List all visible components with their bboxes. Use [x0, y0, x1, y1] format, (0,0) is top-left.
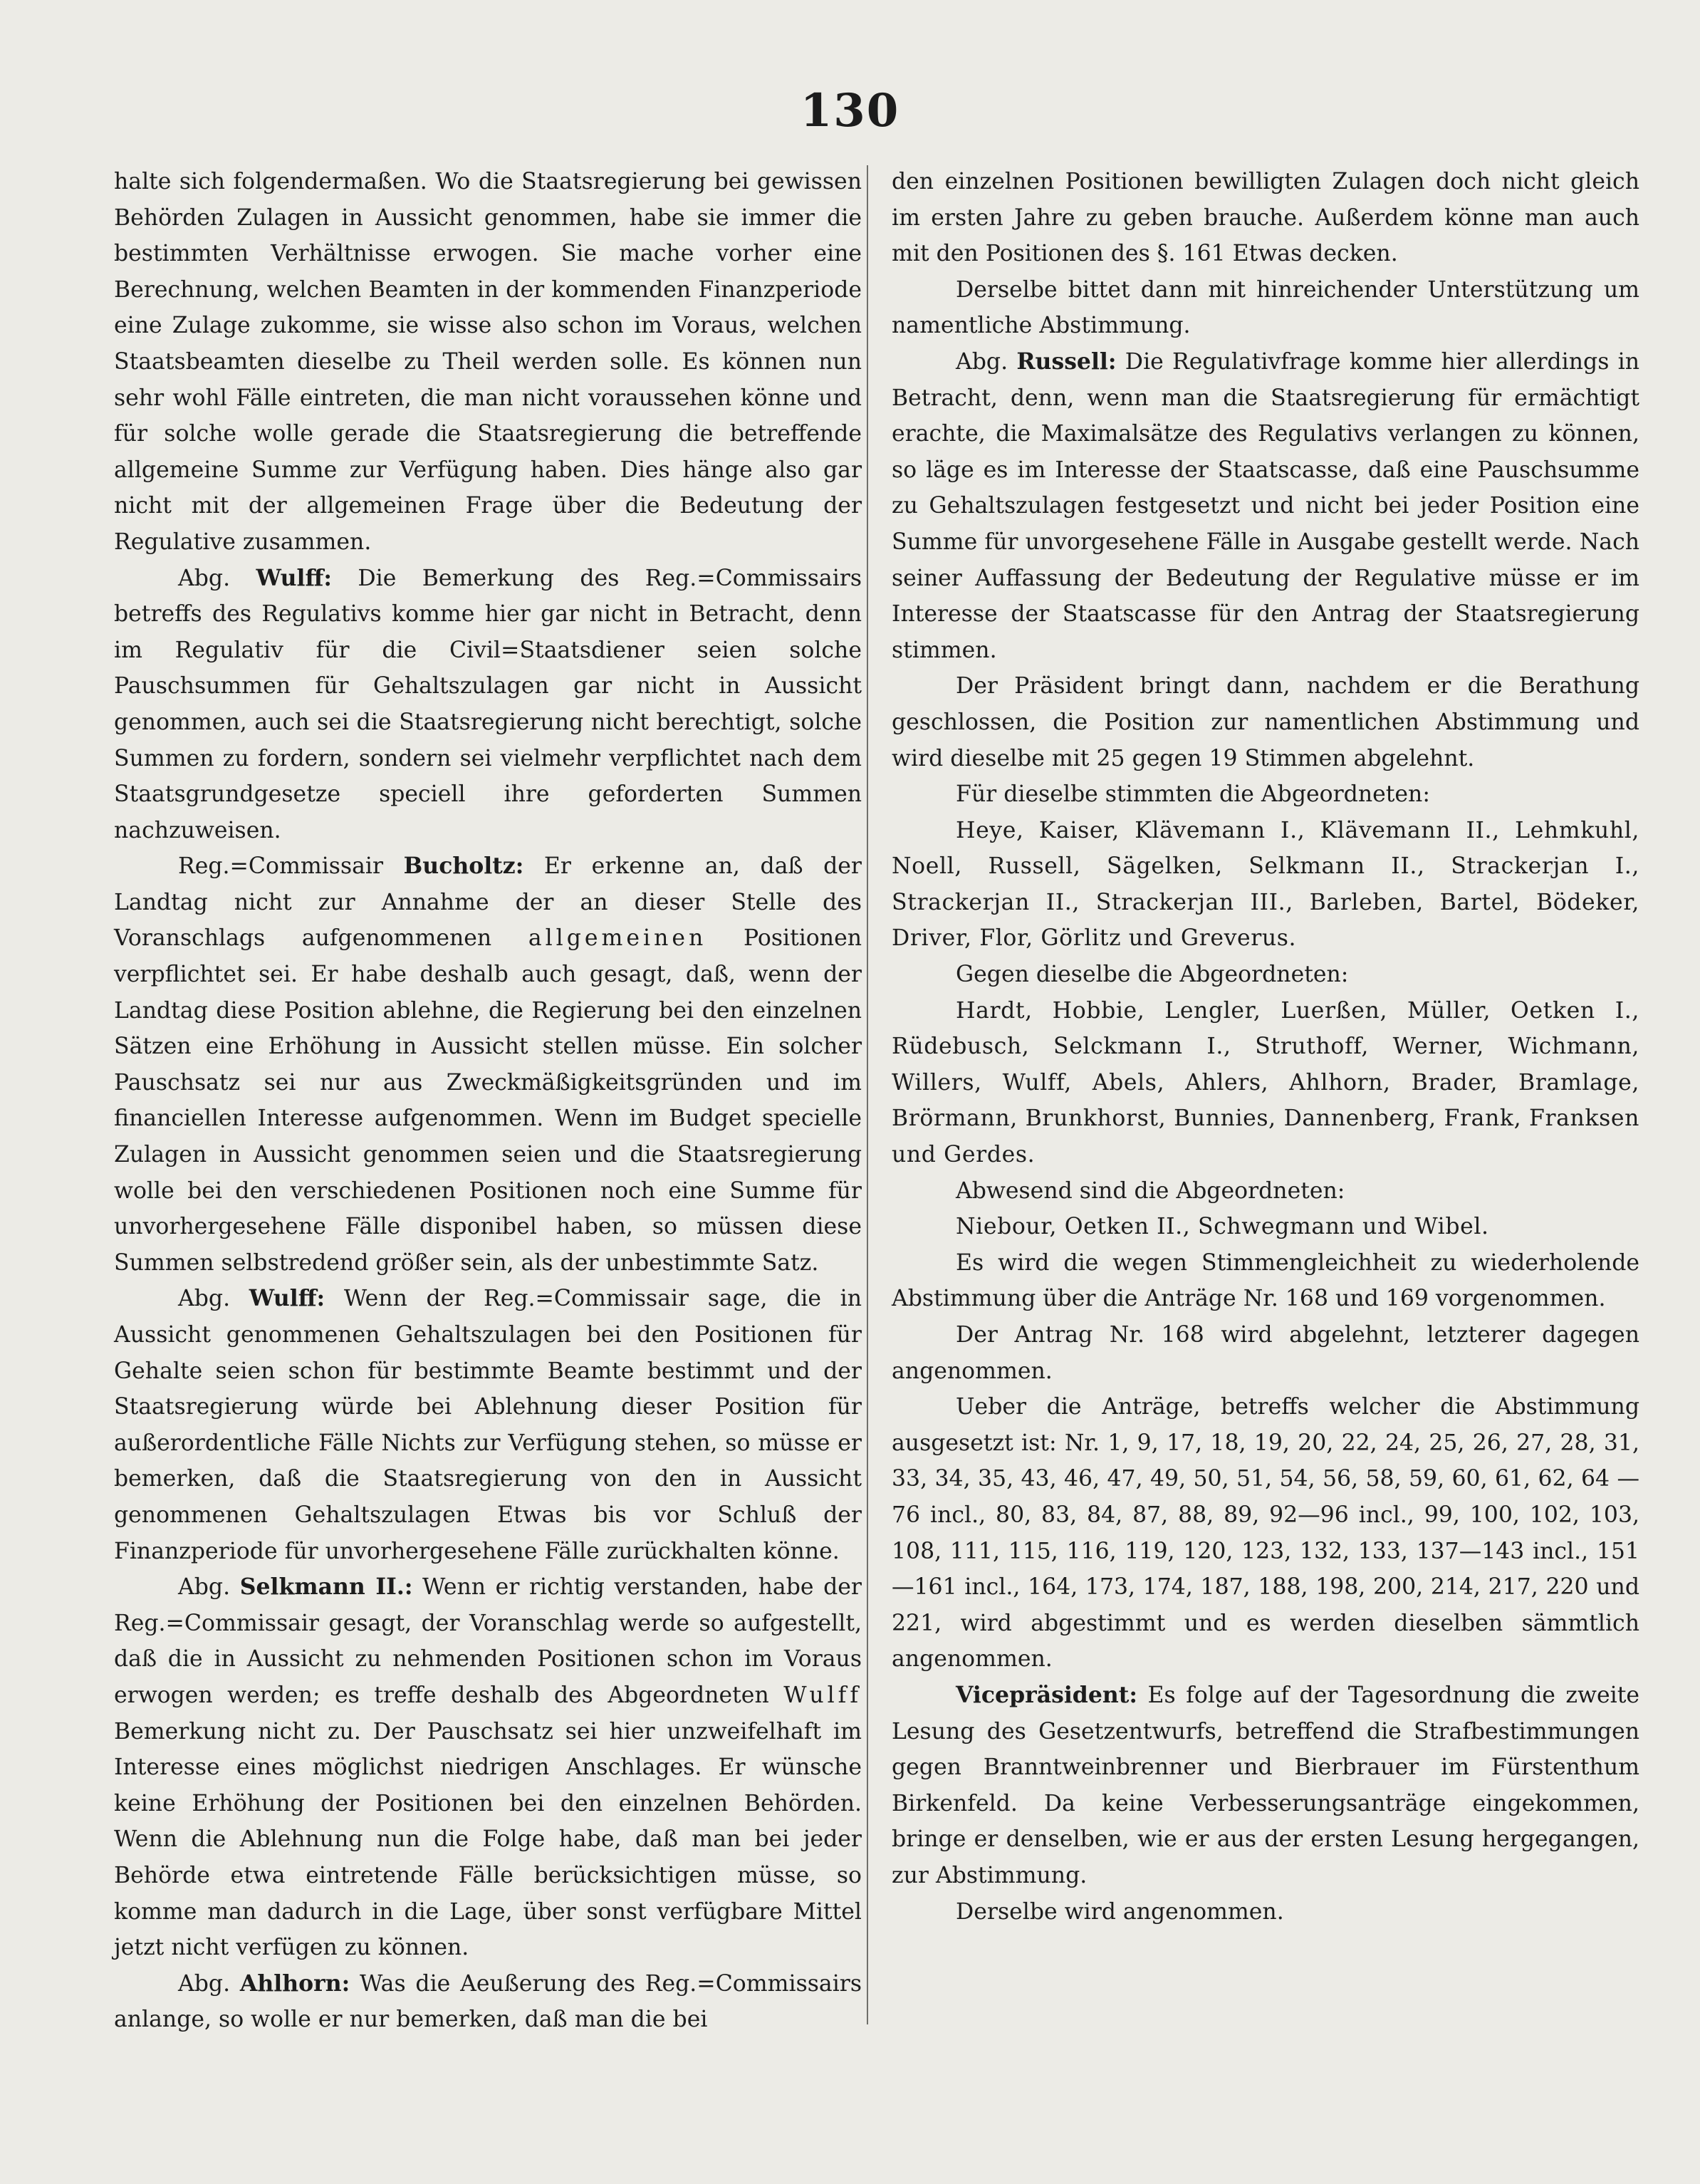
paragraph: Derselbe wird angenommen. [956, 1898, 1284, 1925]
name-list: Heye, Kaiser, Klävemann I., Klävemann II., Lehmkuhl, Noell, Russell, Sägelken, Selkmann II., Stracke​rjan I., Strackerjan II., Strackerjan III., Barleben, Bartel, Bödeker, Driver, Flor, Görlitz und Greverus. [892, 817, 1639, 952]
paragraph: Derselbe bittet dann mit hinreichender Unterstützung um namentliche Abstimmung. [892, 276, 1639, 339]
paragraph: Abg. Ahlhorn: Was die Aeußerung des Reg.=Commissairs anlange, so wolle er nur bemerken, daß man die bei [114, 1970, 862, 2033]
paragraph: Abg. Selkmann II.: Wenn er richtig verstanden, habe der Reg.=Commissair gesagt, der Voranschlag werde so aufgestellt, daß die in Aussicht zu nehmenden Positionen schon im Voraus erwogen werden; es treffe deshalb des Abgeordneten Wulff Bemerkung nicht zu. Der Pauschsatz sei hier unzweifelhaft im Interesse eines möglichst niedrigen Anschlages. Er wünsche keine Erhöhung der Positionen bei den einzelnen Behörden. Wenn die Ablehnung nun die Folge habe, daß man bei jeder Behörde etwa eintretende Fälle berücksichtigen müsse, so komme man dadurch in die Lage, über sonst verfügbare Mittel jetzt nicht verfügen zu können. [114, 1574, 862, 1961]
paragraph: Der Antrag Nr. 168 wird abgelehnt, letzterer dagegen angenommen. [892, 1322, 1639, 1384]
emphasized-word: allgemeinen [528, 925, 707, 952]
speaker-name: Ahlhorn: [239, 1970, 350, 1997]
paragraph: den einzelnen Positionen bewilligten Zulagen doch nicht gleich im ersten Jahre zu geben brauche. Außerdem könne man auch mit den Positionen des §. 161 Etwas decken. [892, 169, 1639, 267]
speaker-name: Vicepräsident: [956, 1681, 1137, 1708]
paragraph: Abg. Wulff: Wenn der Reg.=Commissair sage, die in Aussicht genommenen Gehaltszulagen bei den Positionen für Gehalte seien schon für bestimmte Beamte bestimmt und der Staatsregierung würde bei Ablehnung dieser Position für außerordentliche Fälle Nichts zur Verfügung stehen, so müsse er bemerken, daß die Staatsregierung von den in Aussicht genommenen Gehaltszulagen Etwas bis vor Schluß der Finanzperiode für unvorhergesehene Fälle zurückhalten könne. [114, 1285, 862, 1564]
speaker-name: Wulff: [249, 1285, 325, 1312]
paragraph: Reg.=Commissair Bucholtz: Er erkenne an, daß der Landtag nicht zur Annahme der an dieser Stelle des Voranschlags aufgenommenen allgemeinen Positionen verpflichtet sei. Er habe deshalb auch gesagt, daß, wenn der Landtag diese Position ablehne, die Regierung bei den einzelnen Sätzen eine Erhöhung in Aussicht stellen müsse. Ein solcher Pauschsatz sei nur aus Zweckmäßigkeitsgründen und im financiellen Interesse aufgenommen. Wenn im Budget specielle Zulagen in Aussicht genommen seien und die Staatsregierung wolle bei den verschiedenen Positionen noch eine Summe für unvorhergesehene Fälle disponibel haben, so müssen diese Summen selbstredend größer sein, als der unbestimmte Satz. [114, 853, 862, 1276]
speaker-name: Wulff: [256, 564, 332, 591]
page-number: 130 [800, 84, 900, 137]
left-column [114, 164, 862, 2038]
speaker-name: Bucholtz: [403, 853, 524, 880]
emphasized-word: Wulff [783, 1682, 862, 1708]
name-list: Hardt, Hobbie, Lengler, Luerßen, Müller, Oetken I., Rüdebusch, Selckmann I., Struthoff, Werner, Wichmann, Willers, Wulff, Abels, Ahlers, Ahlhorn, Brader, Bramlage, Brörmann, Brunkhorst, Bunnies, Dannenberg, Frank, Franksen und Gerdes. [892, 997, 1639, 1168]
paragraph: Abg. Wulff: Die Bemerkung des Reg.=Commissairs betreffs des Regulativs komme hier gar nicht in Betracht, denn im Regulativ für die Civil=Staatsdiener seien solche Pauschsummen für Gehaltszulagen gar nicht in Aussicht genommen, auch sei die Staatsregierung nicht berechtigt, solche Summen zu fordern, sondern sei vielmehr verpflichtet nach dem Staatsgrundgesetze speciell ihre geforderten Summen nachzuweisen. [114, 564, 862, 843]
name-list: Niebour, Oetken II., Schwegmann und Wibel. [956, 1214, 1489, 1240]
paragraph: Es wird die wegen Stimmengleichheit zu wiederholende Abstimmung über die Anträge Nr. 168 und 169 vorgenommen. [892, 1249, 1639, 1312]
paragraph: Vicepräsident: Es folge auf der Tagesordnung die zweite Lesung des Gesetzentwurfs, betreffend die Strafbestimmungen gegen Branntweinbrenner und Bierbrauer im Fürstenthum Birkenfeld. Da keine Verbesserungsanträge eingekommen, bringe er denselben, wie er aus der ersten Lesung hergegangen, zur Abstimmung. [892, 1681, 1639, 1888]
speaker-name: Selkmann II.: [239, 1574, 413, 1601]
paragraph: Für dieselbe stimmten die Abgeordneten: [956, 781, 1430, 808]
paragraph: Abg. Russell: Die Regulativfrage komme hier allerdings in Betracht, denn, wenn man die Staatsregierung für ermächtigt erachte, die Maximalsätze des Regulativs verlangen zu können, so läge es im Interesse der Staatscasse, daß eine Pauschsumme zu Gehaltszulagen festgesetzt und nicht bei jeder Position eine Summe für unvorgesehene Fälle in Ausgabe gestellt werde. Nach seiner Auffassung der Bedeutung der Regulative müsse er im Interesse der Staatscasse für den Antrag der Staatsregierung stimmen. [892, 348, 1639, 663]
paragraph: halte sich folgendermaßen. Wo die Staatsregierung bei gewissen Behörden Zulagen in Aussicht genommen, habe sie immer die bestimmten Verhältnisse erwogen. Sie mache vorher eine Berechnung, welchen Beamten in der kommenden Finanzperiode eine Zulage zukomme, sie wisse also schon im Voraus, welchen Staatsbeamten dieselbe zu Theil werden solle. Es können nun sehr wohl Fälle eintreten, die man nicht voraussehen könne und für solche wolle gerade die Staatsregierung die betreffende allgemeine Summe zur Verfügung haben. Dies hänge also gar nicht mit der allgemeinen Frage über die Bedeutung der Regulative zusammen. [114, 169, 862, 555]
paragraph: Abwesend sind die Abgeordneten: [956, 1177, 1345, 1204]
paragraph: Gegen dieselbe die Abgeordneten: [956, 962, 1349, 988]
paragraph: Der Präsident bringt dann, nachdem er die Berathung geschlossen, die Position zur namentlichen Abstimmung und wird dieselbe mit 25 gegen 19 Stimmen abgelehnt. [892, 673, 1639, 771]
paragraph: Ueber die Anträge, betreffs welcher die Abstimmung ausgesetzt ist: Nr. 1, 9, 17, 18, 19, 20, 22, 24, 25, 26, 27, 28, 31, 33, 34, 35, 43, 46, 47, 49, 50, 51, 54, 56, 58, 59, 60, 61, 62, 64 — 76 incl., 80, 83, 84, 87, 88, 89, 92—96 incl., 99, 100, 102, 103, 108, 111, 115, 116, 119, 120, 123, 132, 133, 137—143 incl., 151—161 incl., 164, 173, 174, 187, 188, 198, 200, 214, 217, 220 und 221, wird abgestimmt und es werden dieselben sämmtlich angenommen. [892, 1394, 1639, 1673]
column-divider [867, 165, 868, 2024]
right-column [892, 164, 1639, 1930]
speaker-name: Russell: [1016, 348, 1117, 375]
